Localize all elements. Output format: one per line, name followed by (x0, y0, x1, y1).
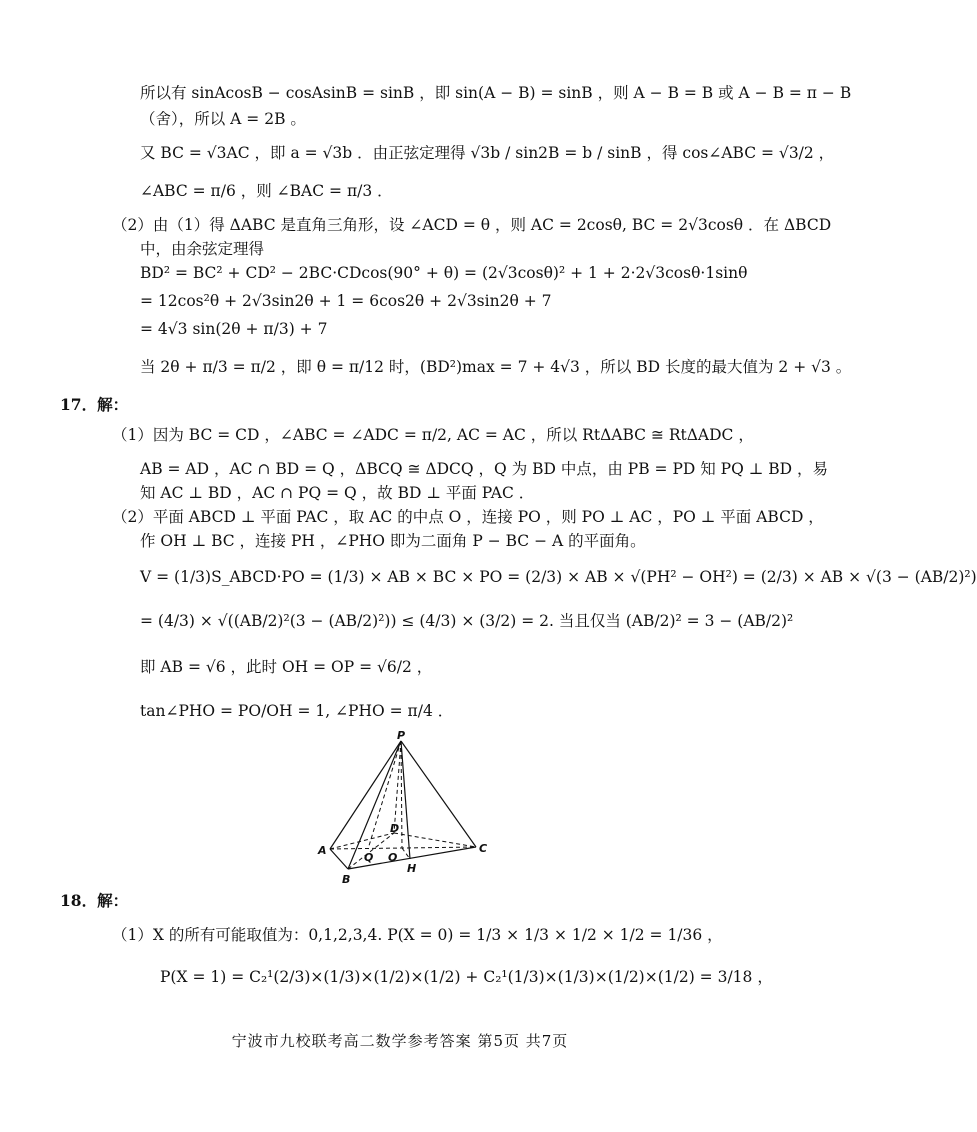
label-O: O (388, 851, 398, 864)
edge-PB (348, 741, 401, 869)
text-line: （1）X 的所有可能取值为：0,1,2,3,4. P(X = 0) = 1/3 × 1/3 × 1/2 × 1/2 = 1/36 ， (112, 926, 723, 944)
text-line: 即 AB = √6 ，此时 OH = OP = √6/2 ， (140, 658, 433, 676)
text-line: = (4/3) × √((AB/2)²(3 − (AB/2)²)) ≤ (4/3) × (3/2) = 2. 当且仅当 (AB/2)² = 3 − (AB/2)² (140, 612, 794, 630)
text-line: V = (1/3)S_ABCD·PO = (1/3) × AB × BC × PO = (2/3) × AB × √(PH² − OH²) = (2/3) × AB × √(3 − (AB/2)²) (140, 568, 977, 586)
text-line: 作 OH ⊥ BC ，连接 PH ，∠PHO 即为二面角 P − BC − A 的平面角。 (140, 532, 646, 550)
text-line: 知 AC ⊥ BD ，AC ∩ PQ = Q ，故 BD ⊥ 平面 PAC ． (140, 484, 535, 502)
edge-AB (330, 849, 348, 869)
text-line: 当 2θ + π/3 = π/2 ，即 θ = π/12 时，(BD²)max = 7 + 4√3 ，所以 BD 长度的最大值为 2 + √3 。 (140, 358, 852, 376)
edge-PC (401, 741, 476, 847)
text-line: = 12cos²θ + 2√3sin2θ + 1 = 6cos2θ + 2√3sin2θ + 7 (140, 292, 552, 310)
page-footer: 宁波市九校联考高二数学参考答案 第5页 共7页 (231, 1032, 569, 1050)
text-line: （1）因为 BC = CD ，∠ABC = ∠ADC = π/2, AC = AC ，所以 RtΔABC ≅ RtΔADC ， (112, 426, 754, 444)
text-line: 又 BC = √3AC ，即 a = √3b ．由正弦定理得 √3b / sin2B = b / sinB ，得 cos∠ABC = √3/2 ， (140, 144, 835, 162)
pyramid-figure (318, 729, 498, 886)
text-line: AB = AD ，AC ∩ BD = Q ，ΔBCQ ≅ ΔDCQ ，Q 为 BD 中点，由 PB = PD 知 PQ ⊥ BD ，易 (140, 460, 828, 478)
text-line: tan∠PHO = PO/OH = 1, ∠PHO = π/4 ． (140, 702, 454, 720)
label-H: H (407, 862, 417, 875)
label-D: D (390, 822, 400, 835)
label-A: A (318, 844, 327, 857)
text-line: （舍），所以 A = 2B 。 (140, 110, 306, 128)
text-line: 17．解： (60, 395, 129, 414)
label-C: C (479, 842, 488, 855)
label-Q: Q (364, 851, 374, 864)
text-line: （2）平面 ABCD ⊥ 平面 PAC ，取 AC 的中点 O ，连接 PO ，则 PO ⊥ AC ，PO ⊥ 平面 ABCD ， (112, 508, 824, 526)
text-line: 18．解： (60, 891, 129, 910)
label-P: P (397, 729, 406, 742)
text-line: （2）由（1）得 ΔABC 是直角三角形，设 ∠ACD = θ ，则 AC = 2cosθ, BC = 2√3cosθ ．在 ΔBCD (112, 216, 832, 234)
text-line: BD² = BC² + CD² − 2BC·CDcos(90° + θ) = (2√3cosθ)² + 1 + 2·2√3cosθ·1sinθ (140, 264, 748, 282)
text-line: ∠ABC = π/6 ，则 ∠BAC = π/3 ． (140, 182, 393, 200)
label-B: B (342, 873, 351, 886)
text-line: 所以有 sinAcosB − cosAsinB = sinB ，即 sin(A − B) = sinB ，则 A − B = B 或 A − B = π − B (140, 84, 852, 102)
text-line: 中，由余弦定理得 (140, 240, 265, 258)
text-line: = 4√3 sin(2θ + π/3) + 7 (140, 320, 328, 338)
edge-DC (394, 833, 476, 847)
text-line: P(X = 1) = C₂¹(2/3)×(1/3)×(1/2)×(1/2) + C₂¹(1/3)×(1/3)×(1/2)×(1/2) = 3/18 ， (160, 968, 773, 986)
